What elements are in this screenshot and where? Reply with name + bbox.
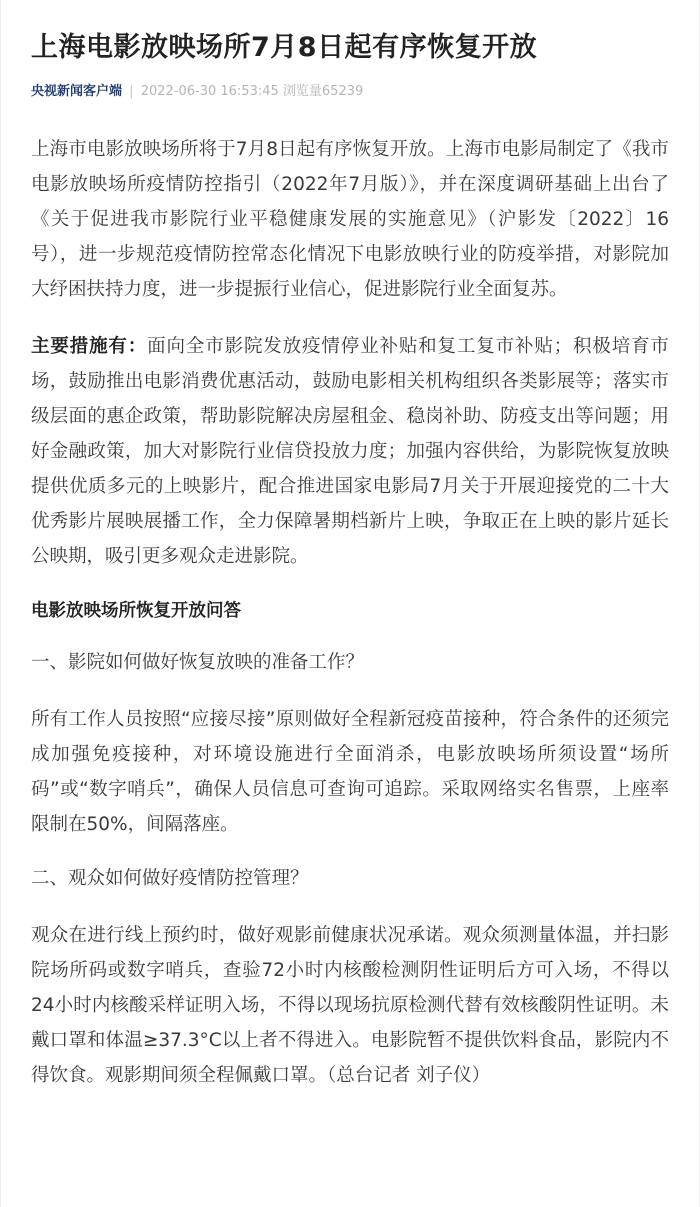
measures-paragraph (31, 329, 669, 574)
measures-text: 面向全市影院发放疫情停业补贴和复工复市补贴；积极培育市场，鼓励推出电影消费优惠活动，鼓励电影相关机构组织各类影展等；落实市级层面的惠企政策，帮助影院解决房屋租金、稳岗补助、防疫支出等问题；用好金融政策，加大对影院行业信贷投放力度；加强内容供给，为影院恢复放映提供优质多元的上映影片，配合推进国家电影局7月关于开展迎接党的二十大优秀影片展映展播工作，全力保障暑期档新片上映，争取正在上映的影片延长公映期，吸引更多观众走进影院。 (31, 336, 669, 567)
meta-separator: | (129, 84, 134, 99)
article-title: 上海电影放映场所7月8日起有序恢复开放 (31, 32, 538, 63)
view-count: 浏览量65239 (282, 84, 364, 99)
publish-datetime: 2022-06-30 16:53:45 (140, 84, 279, 99)
article-meta (31, 82, 669, 102)
qa-question-2: 二、观众如何做好疫情防控管理？ (31, 868, 309, 889)
measures-label: 主要措施有： (31, 336, 148, 357)
qa-answer-2: 观众在进行线上预约时，做好观影前健康状况承诺。观众须测量体温，并扫影院场所码或数字哨兵，查验72小时内核酸检测阴性证明后方可入场，不得以24小时内核酸采样证明入场，不得以现场抗原检测代替有效核酸阴性证明。未戴口罩和体温≥37.3°C以上者不得进入。电影院暂不提供饮料食品，影院内不得饮食。观影期间须全程佩戴口罩。（总台记者 刘子仪） (31, 925, 669, 1086)
qa-question-1: 一、影院如何做好恢复放映的准备工作？ (31, 652, 365, 673)
source-link[interactable]: 央视新闻客户端 (31, 84, 123, 99)
intro-paragraph: 上海市电影放映场所将于7月8日起有序恢复开放。上海市电影局制定了《我市电影放映场所疫情防控指引（2022年7月版）》，并在深度调研基础上出台了《关于促进我市影院行业平稳健康发展的实施意见》（沪影发〔2022〕16号），进一步规范疫情防控常态化情况下电影放映行业的防疫举措，对影院加大纾困扶持力度，进一步提振行业信心，促进影院行业全面复苏。 (31, 139, 669, 300)
qa-heading: 电影放映场所恢复开放问答 (31, 601, 241, 621)
qa-answer-1: 所有工作人员按照“应接尽接”原则做好全程新冠疫苗接种，符合条件的还须完成加强免疫接种，对环境设施进行全面消杀，电影放映场所须设置“场所码”或“数字哨兵”，确保人员信息可查询可追踪。采取网络实名售票，上座率限制在50%，间隔落座。 (31, 709, 669, 835)
